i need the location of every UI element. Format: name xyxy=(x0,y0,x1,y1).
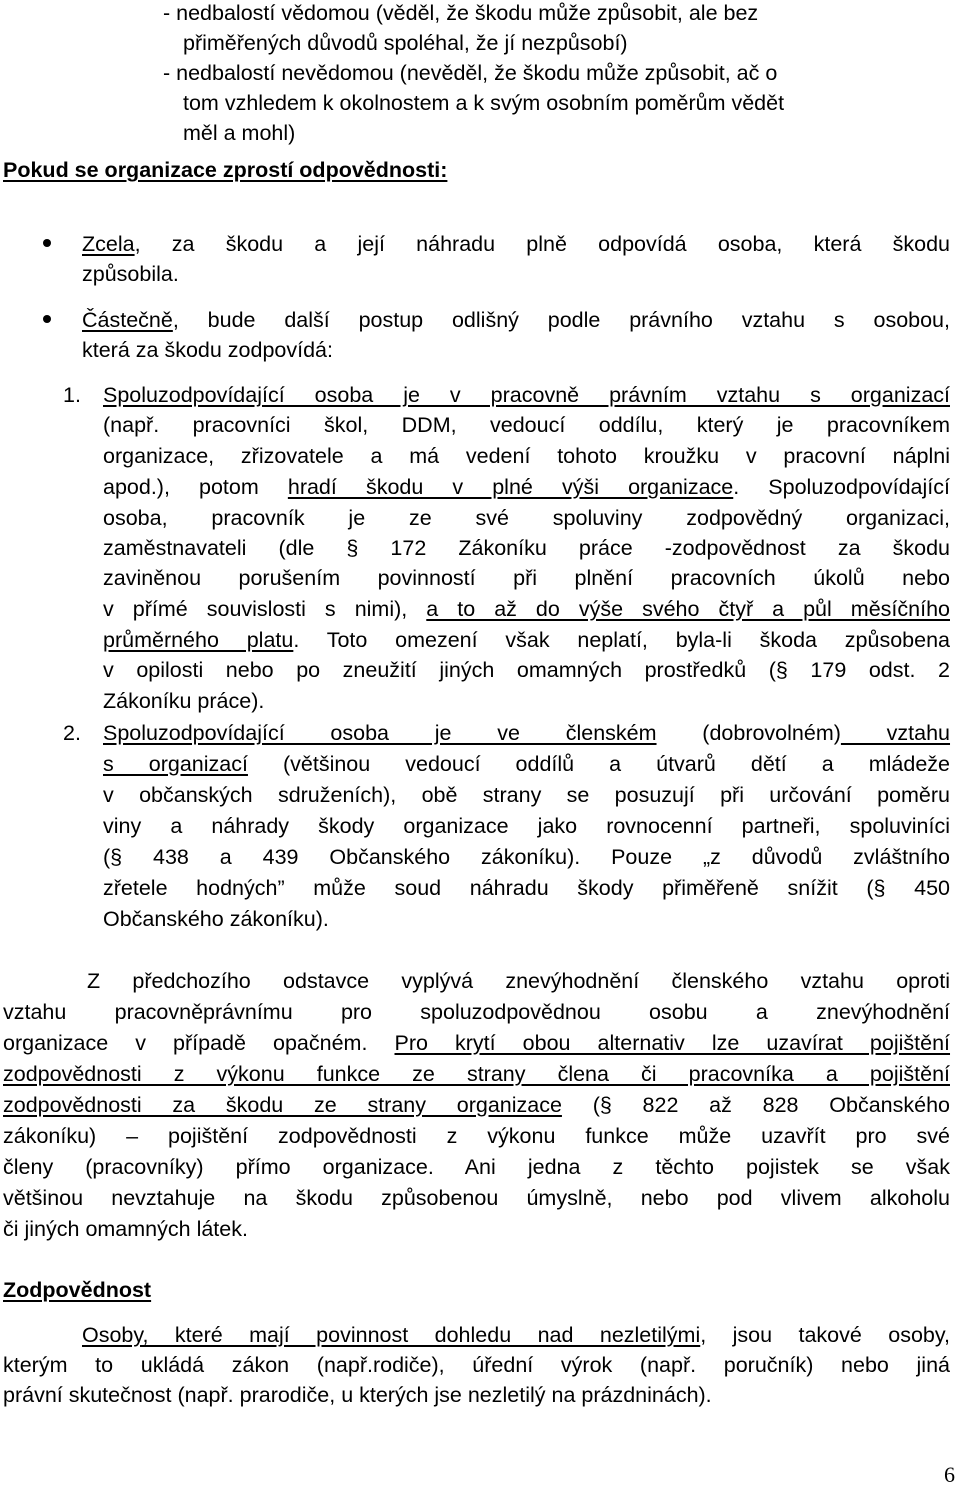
bullet-line: která za škodu zodpovídá: xyxy=(82,338,333,362)
intro-line: tom vzhledem k okolnostem a k svým osobním poměrům vědět xyxy=(183,91,785,115)
item-emphasis: vztahu xyxy=(840,721,951,745)
item-line: organizace, zřizovatele a má vedení tohoto kroužku v pracovní náplni xyxy=(103,444,950,468)
item-line: zaviněnou porušením povinností při plnění pracovních úkolů nebo xyxy=(103,566,950,590)
paragraph-line: kterým to ukládá zákon (např.rodiče), úřední výrok (např. poručník) nebo jiná xyxy=(3,1353,950,1377)
item-line: zaměstnavateli (dle § 172 Zákoníku práce -zodpovědnost za škodu xyxy=(103,536,950,560)
list-number: 1. xyxy=(63,383,81,407)
paragraph-emphasis: zodpovědnosti za škodu ze strany organizace xyxy=(3,1093,562,1117)
item-text: . Toto omezení však neplatí, byla-li škoda způsobena xyxy=(293,628,950,652)
section-heading: Zodpovědnost xyxy=(3,1278,152,1302)
paragraph-line: většinou nevztahuje na škodu způsobenou úmyslně, nebo pod vlivem alkoholu xyxy=(3,1186,950,1210)
intro-line: - nedbalostí nevědomou (nevěděl, že škodu může způsobit, ač o xyxy=(163,61,778,85)
bullet-line xyxy=(82,229,950,259)
paragraph-line: právní skutečnost (např. prarodiče, u kterých jse nezletilý na prázdninách). xyxy=(3,1383,712,1407)
paragraph-text: (§ 822 až 828 Občanského xyxy=(561,1093,950,1117)
item-emphasis: hradí škodu v plné výši organizace xyxy=(287,475,734,499)
paragraph-emphasis: Pro krytí obou alternativ lze uzavírat pojištění xyxy=(394,1031,951,1055)
item-line xyxy=(103,472,950,502)
item-emphasis: a to až do výše svého čtyř a půl měsíčního xyxy=(426,597,950,621)
section-heading: Pokud se organizace zprostí odpovědnosti: xyxy=(3,158,448,182)
bullet-icon xyxy=(43,239,51,247)
item-line xyxy=(103,594,950,624)
bullet-emphasis: Zcela xyxy=(82,232,135,256)
item-emphasis: průměrného platu xyxy=(103,628,294,652)
bullet-emphasis: Částečně xyxy=(82,308,173,332)
item-line: osoba, pracovník je ze své spoluviny zodpovědný organizaci, xyxy=(103,506,950,530)
paragraph-text: , jsou takové osoby, xyxy=(700,1323,950,1347)
paragraph-line: zákoníku) – pojištění zodpovědnosti z výkonu funkce může uzavřít pro své xyxy=(3,1124,950,1148)
item-text: v přímé souvislosti s nimi), xyxy=(103,597,427,621)
item-line: (§ 438 a 439 Občanského zákoníku). Pouze „z důvodů zvláštního xyxy=(103,845,950,869)
intro-line: - nedbalostí vědomou (věděl, že škodu může způsobit, ale bez xyxy=(163,1,759,25)
paragraph-emphasis: Osoby, které mají povinnost dohledu nad nezletilými xyxy=(82,1323,701,1347)
item-line: (např. pracovníci škol, DDM, vedoucí oddílu, který je pracovníkem xyxy=(103,413,950,437)
paragraph-text: organizace v případě opačném. xyxy=(3,1031,395,1055)
item-text: apod.), potom xyxy=(103,475,288,499)
bullet-line: způsobila. xyxy=(82,262,179,286)
item-line xyxy=(103,625,950,655)
item-line: Občanského zákoníku). xyxy=(103,907,329,931)
item-line: Zákoníku práce). xyxy=(103,689,265,713)
item-line: viny a náhrady škody organizace jako rovnocenní partneři, spoluviníci xyxy=(103,814,950,838)
item-line: zřetele hodných” může soud náhradu škody přiměřeně snížit (§ 450 xyxy=(103,876,950,900)
paragraph-line xyxy=(3,1090,950,1120)
paragraph-line: či jiných omamných látek. xyxy=(3,1217,248,1241)
intro-line: přiměřených důvodů spoléhal, že jí nezpůsobí) xyxy=(183,31,628,55)
list-number: 2. xyxy=(63,721,81,745)
bullet-text: , bude další postup odlišný podle právního vztahu s osobou, xyxy=(172,308,950,332)
item-line: Spoluzodpovídající osoba je v pracovně právním vztahu s organizací xyxy=(103,383,950,407)
page-number: 6 xyxy=(944,1462,955,1487)
bullet-line xyxy=(82,305,950,335)
intro-line: měl a mohl) xyxy=(183,121,296,145)
item-text: . Spoluzodpovídající xyxy=(733,475,950,499)
item-text: (dobrovolném) xyxy=(656,721,841,745)
item-line xyxy=(103,749,950,779)
item-text: (většinou vedoucí oddílů a útvarů dětí a mládeže xyxy=(247,752,950,776)
item-line: v opilosti nebo po zneužití jiných omamných prostředků (§ 179 odst. 2 xyxy=(103,658,950,682)
bullet-text: , za škodu a její náhradu plně odpovídá osoba, která škodu xyxy=(134,232,950,256)
item-line xyxy=(103,718,950,748)
paragraph-line: vztahu pracovněprávnímu pro spoluzodpovědnou osobu a znevýhodnění xyxy=(3,1000,950,1024)
paragraph-line: zodpovědnosti z výkonu funkce ze strany člena či pracovníka a pojištění xyxy=(3,1062,950,1086)
paragraph-line: Z předchozího odstavce vyplývá znevýhodnění členského vztahu oproti xyxy=(87,969,950,993)
paragraph-line xyxy=(82,1320,950,1350)
item-emphasis: Spoluzodpovídající osoba je ve členském xyxy=(103,721,657,745)
paragraph-line xyxy=(3,1028,950,1058)
item-emphasis: s organizací xyxy=(103,752,248,776)
paragraph-line: členy (pracovníky) přímo organizace. Ani jedna z těchto pojistek se však xyxy=(3,1155,950,1179)
item-line: v občanských sdruženích), obě strany se posuzují při určování poměru xyxy=(103,783,950,807)
bullet-icon xyxy=(43,315,51,323)
